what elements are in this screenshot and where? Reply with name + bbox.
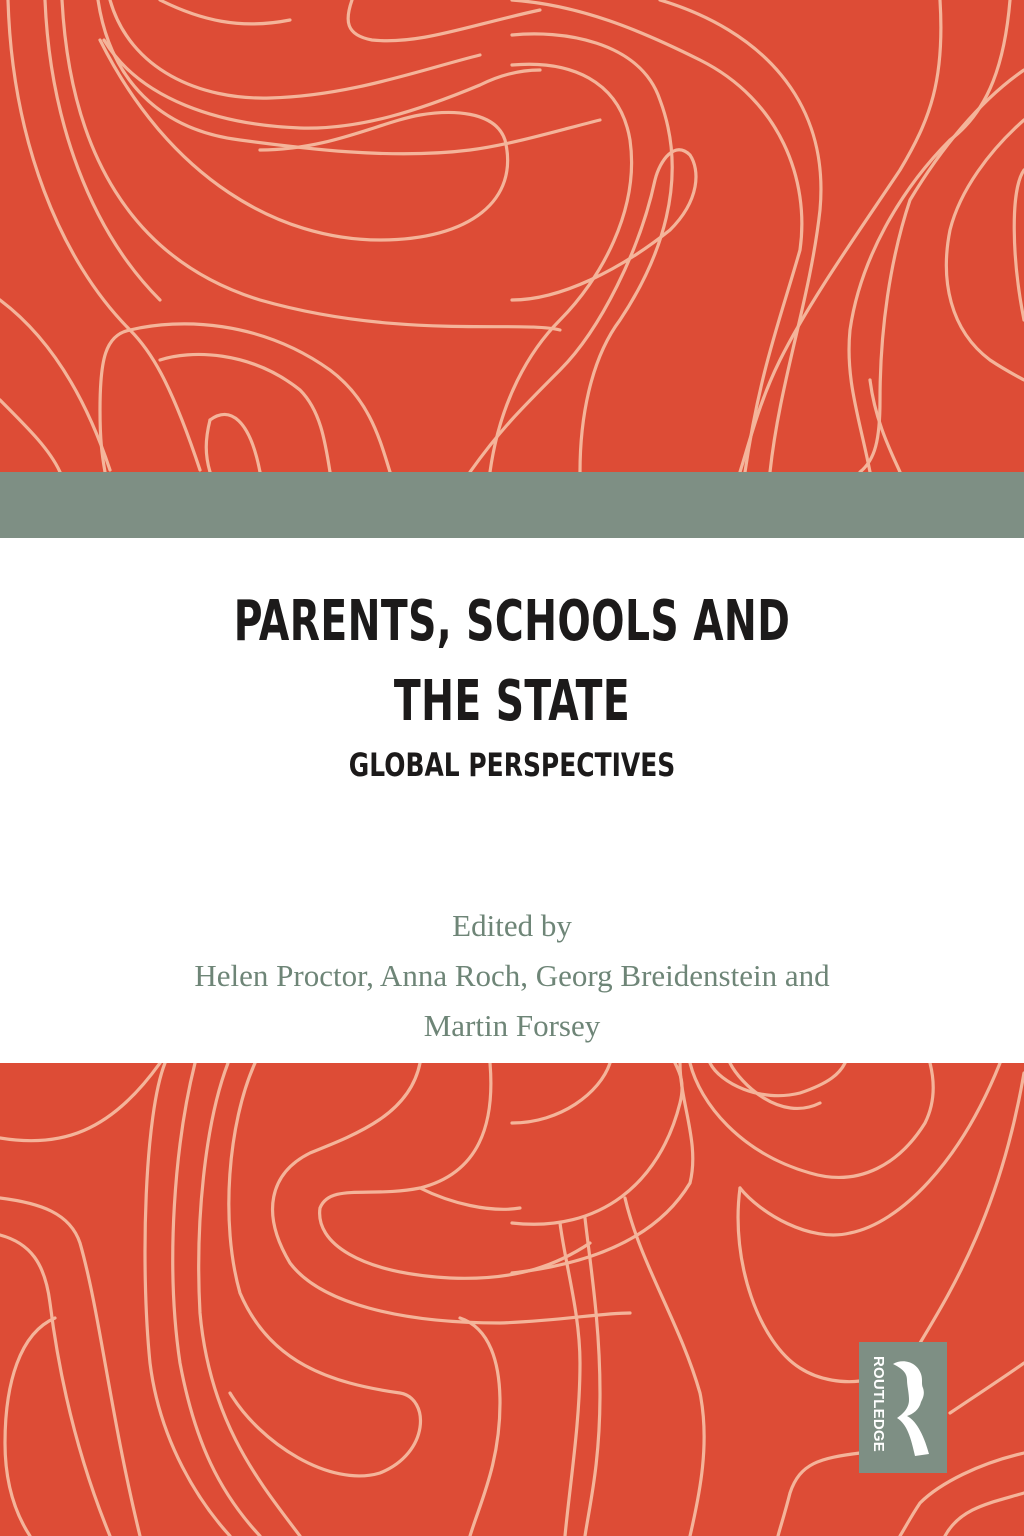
publisher-name: ROUTLEDGE	[870, 1356, 887, 1452]
editors-line-2: Martin Forsey	[423, 1008, 601, 1043]
top-contour-pattern	[0, 0, 1024, 472]
divider-band	[0, 472, 1024, 538]
edited-by-label: Edited by	[452, 908, 572, 943]
title-panel	[0, 538, 1024, 1063]
routledge-profile-r-icon	[893, 1358, 939, 1458]
routledge-logo	[859, 1342, 947, 1473]
editors-line-1: Helen Proctor, Anna Roch, Georg Breidenstein and	[194, 958, 830, 993]
book-title-line-2: THE STATE	[393, 669, 631, 734]
contour-lines-icon	[0, 0, 1024, 472]
book-subtitle: GLOBAL PERSPECTIVES	[348, 746, 676, 784]
book-title-line-1: PARENTS, SCHOOLS AND	[233, 589, 791, 654]
